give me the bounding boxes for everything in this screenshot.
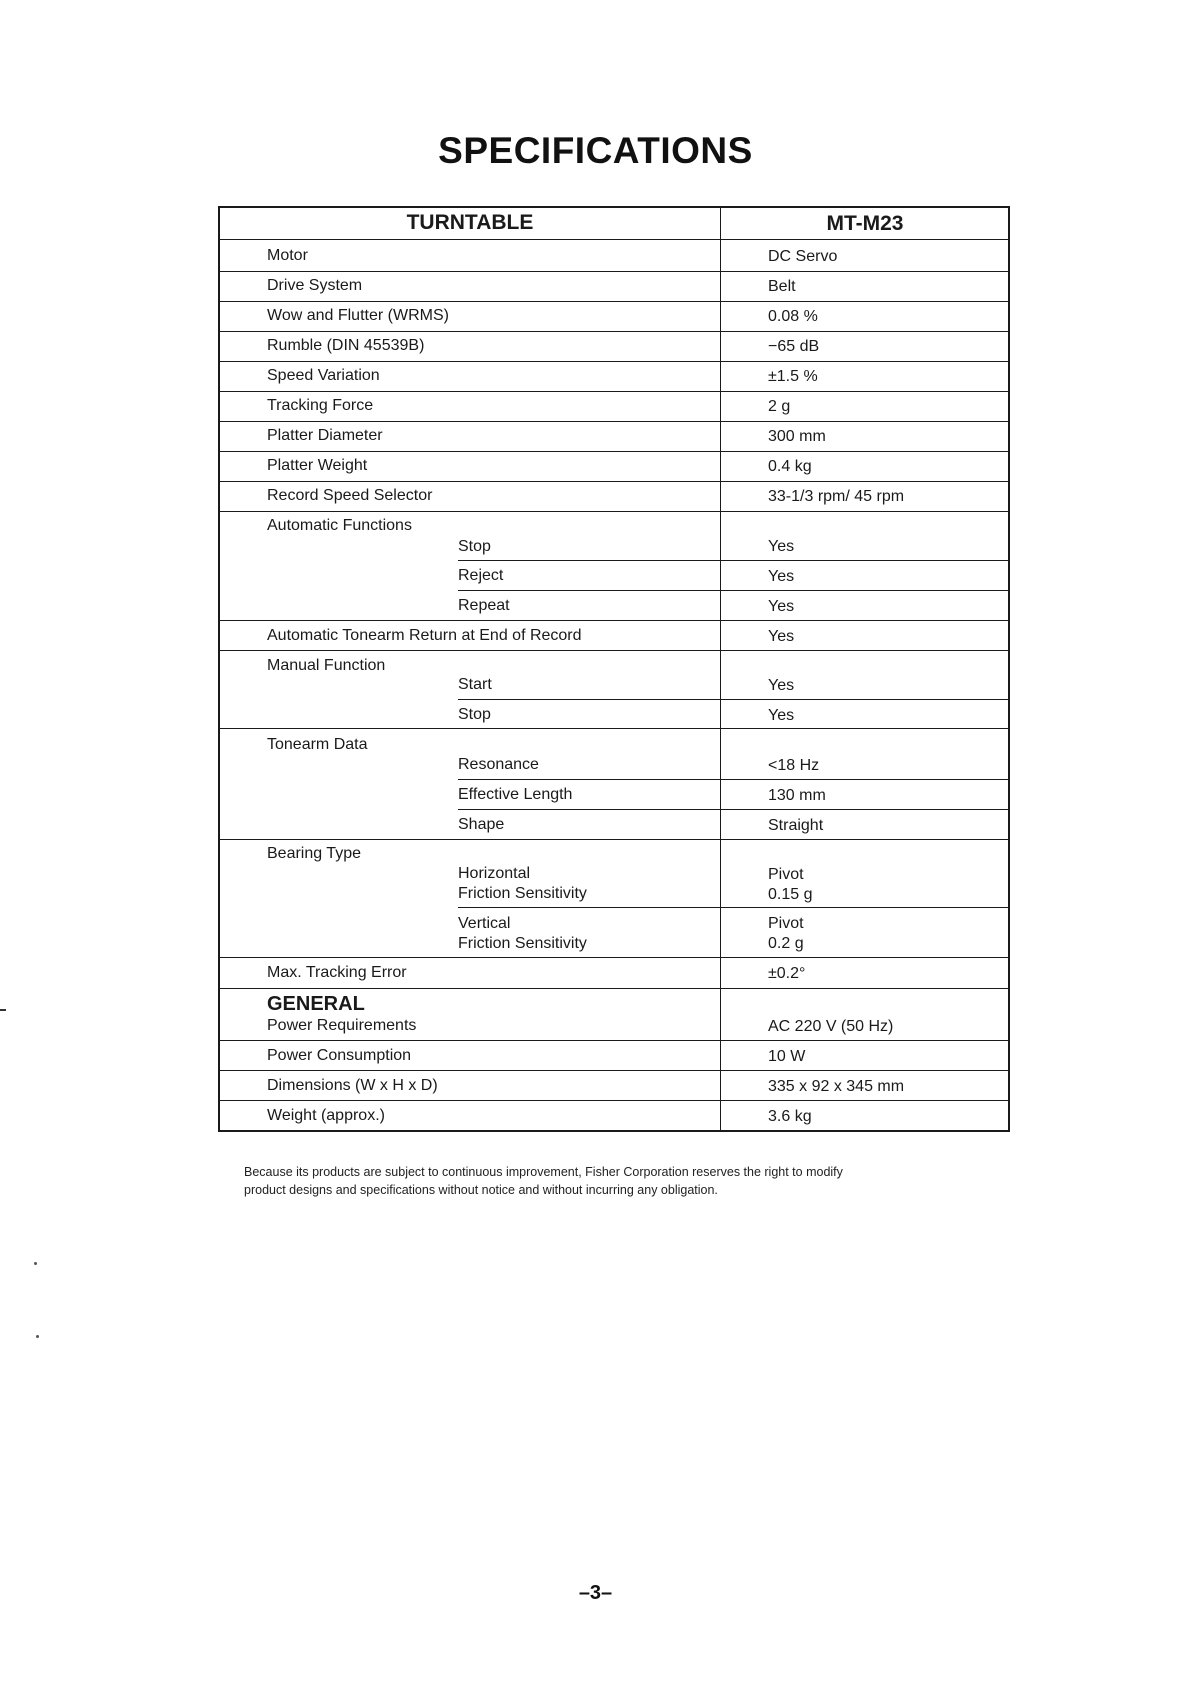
header-turntable: TURNTABLE [406,211,534,234]
value-manual-stop: Yes [768,707,795,724]
page-number: –3– [578,1582,613,1604]
label-weight: Weight (approx.) [267,1107,385,1124]
value-manual-start: Yes [768,677,795,694]
value-tonearm-return: Yes [768,628,795,645]
label-record-speed-selector: Record Speed Selector [267,487,433,504]
scan-edge-mark [0,1009,6,1011]
value-vertical-bearing: Pivot [768,915,804,932]
label-rumble: Rumble (DIN 45539B) [267,337,425,354]
label-automatic-functions: Automatic Functions [267,517,412,534]
label-dimensions: Dimensions (W x H x D) [267,1077,438,1094]
label-auto-reject: Reject [458,567,504,584]
footnote [244,1163,1004,1199]
footnote-line-1: Because its products are subject to continuous improvement, Fisher Corporation reserves the right to modify [244,1165,843,1179]
label-horizontal: Horizontal [458,865,531,882]
value-wow-flutter: 0.08 % [768,308,818,325]
label-bearing-type: Bearing Type [267,845,361,862]
value-resonance: <18 Hz [768,757,820,774]
header-model: MT-M23 [826,212,904,235]
specifications-table [218,206,1010,1132]
value-effective-length: 130 mm [768,787,826,804]
value-drive-system: Belt [768,278,796,295]
page-title: SPECIFICATIONS [438,130,753,171]
value-vertical-friction: 0.2 g [768,935,804,952]
label-tonearm-data: Tonearm Data [267,736,368,753]
value-horizontal-friction: 0.15 g [768,886,813,903]
column-divider [720,208,721,1130]
label-motor: Motor [267,247,308,264]
value-power-requirements: AC 220 V (50 Hz) [768,1018,894,1035]
label-power-requirements: Power Requirements [267,1017,417,1034]
value-auto-stop: Yes [768,538,795,555]
label-auto-repeat: Repeat [458,597,510,614]
label-tracking-force: Tracking Force [267,397,374,414]
label-max-tracking-error: Max. Tracking Error [267,964,407,981]
value-max-tracking-error: ±0.2° [768,965,806,982]
label-wow-flutter: Wow and Flutter (WRMS) [267,307,449,324]
label-drive-system: Drive System [267,277,363,294]
value-auto-reject: Yes [768,568,795,585]
label-manual-function: Manual Function [267,657,386,674]
value-dimensions: 335 x 92 x 345 mm [768,1078,905,1095]
value-power-consumption: 10 W [768,1048,806,1065]
label-manual-stop: Stop [458,706,491,723]
label-resonance: Resonance [458,756,539,773]
value-weight: 3.6 kg [768,1108,812,1125]
label-vertical-friction: Friction Sensitivity [458,935,587,952]
label-shape: Shape [458,816,505,833]
label-tonearm-return: Automatic Tonearm Return at End of Record [267,627,582,644]
value-motor: DC Servo [768,248,838,265]
value-platter-weight: 0.4 kg [768,458,812,475]
label-horizontal-friction: Friction Sensitivity [458,885,587,902]
label-speed-variation: Speed Variation [267,367,380,384]
label-auto-stop: Stop [458,538,491,555]
label-vertical: Vertical [458,915,511,932]
value-record-speed-selector: 33-1/3 rpm/ 45 rpm [768,488,905,505]
value-tracking-force: 2 g [768,398,791,415]
scan-speck [36,1335,39,1338]
value-platter-diameter: 300 mm [768,428,826,445]
footnote-line-2: product designs and specifications without notice and without incurring any obligation. [244,1183,718,1197]
value-horizontal-bearing: Pivot [768,866,804,883]
value-auto-repeat: Yes [768,598,795,615]
general-heading: GENERAL [267,993,365,1015]
value-rumble: −65 dB [768,338,820,355]
scan-speck [34,1262,37,1265]
label-power-consumption: Power Consumption [267,1047,412,1064]
value-shape: Straight [768,817,824,834]
label-platter-diameter: Platter Diameter [267,427,383,444]
label-manual-start: Start [458,676,492,693]
label-platter-weight: Platter Weight [267,457,368,474]
label-effective-length: Effective Length [458,786,573,803]
value-speed-variation: ±1.5 % [768,368,818,385]
